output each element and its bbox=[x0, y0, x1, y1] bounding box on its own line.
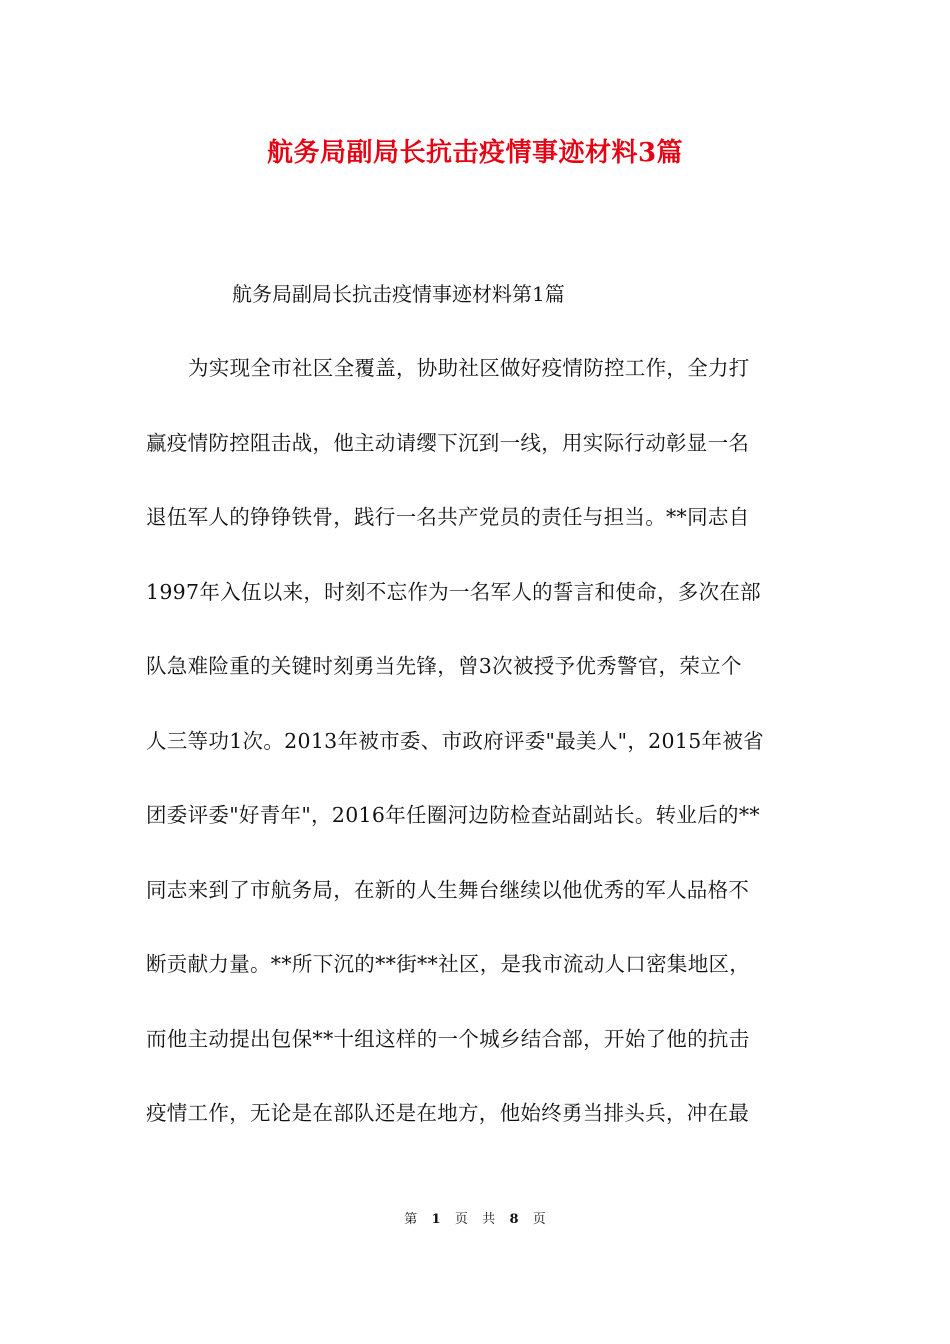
footer-total-prefix: 共 bbox=[482, 1212, 496, 1227]
footer-suffix: 页 bbox=[532, 1212, 546, 1227]
paragraph-line: 退伍军人的铮铮铁骨，践行一名共产党员的责任与担当。**同志自 bbox=[146, 505, 750, 529]
section-title: 航务局副局长抗击疫情事迹材料第1篇 bbox=[232, 282, 565, 306]
paragraph-line: 而他主动提出包保**十组这样的一个城乡结合部，开始了他的抗击 bbox=[146, 1026, 750, 1051]
paragraph-line: 疫情工作，无论是在部队还是在地方，他始终勇当排头兵，冲在最 bbox=[146, 1101, 750, 1125]
paragraph-line: 断贡献力量。**所下沉的**街**社区，是我市流动人口密集地区， bbox=[146, 952, 751, 976]
document-title: 航务局副局长抗击疫情事迹材料3篇 bbox=[266, 138, 684, 168]
footer-page-unit: 页 bbox=[454, 1212, 468, 1227]
current-page-number: 1 bbox=[431, 1212, 441, 1227]
paragraph-line: 赢疫情防控阻击战，他主动请缨下沉到一线，用实际行动彰显一名 bbox=[146, 430, 750, 455]
page-footer bbox=[0, 1210, 950, 1230]
body-paragraph bbox=[146, 350, 826, 1170]
paragraph-line: 团委评委"好青年"，2016年任圈河边防检查站副站长。转业后的** bbox=[146, 803, 760, 827]
paragraph-line: 队急难险重的关键时刻勇当先锋，曾3次被授予优秀警官，荣立个 bbox=[146, 654, 742, 678]
paragraph-line: 人三等功1次。2013年被市委、市政府评委"最美人"，2015年被省 bbox=[146, 728, 764, 753]
paragraph-line: 为实现全市社区全覆盖，协助社区做好疫情防控工作，全力打 bbox=[188, 356, 750, 380]
total-pages-number: 8 bbox=[509, 1212, 519, 1227]
paragraph-line: 同志来到了市航务局，在新的人生舞台继续以他优秀的军人品格不 bbox=[146, 877, 750, 902]
paragraph-line: 1997年入伍以来，时刻不忘作为一名军人的誓言和使命，多次在部 bbox=[146, 579, 761, 604]
footer-prefix: 第 bbox=[404, 1212, 418, 1227]
